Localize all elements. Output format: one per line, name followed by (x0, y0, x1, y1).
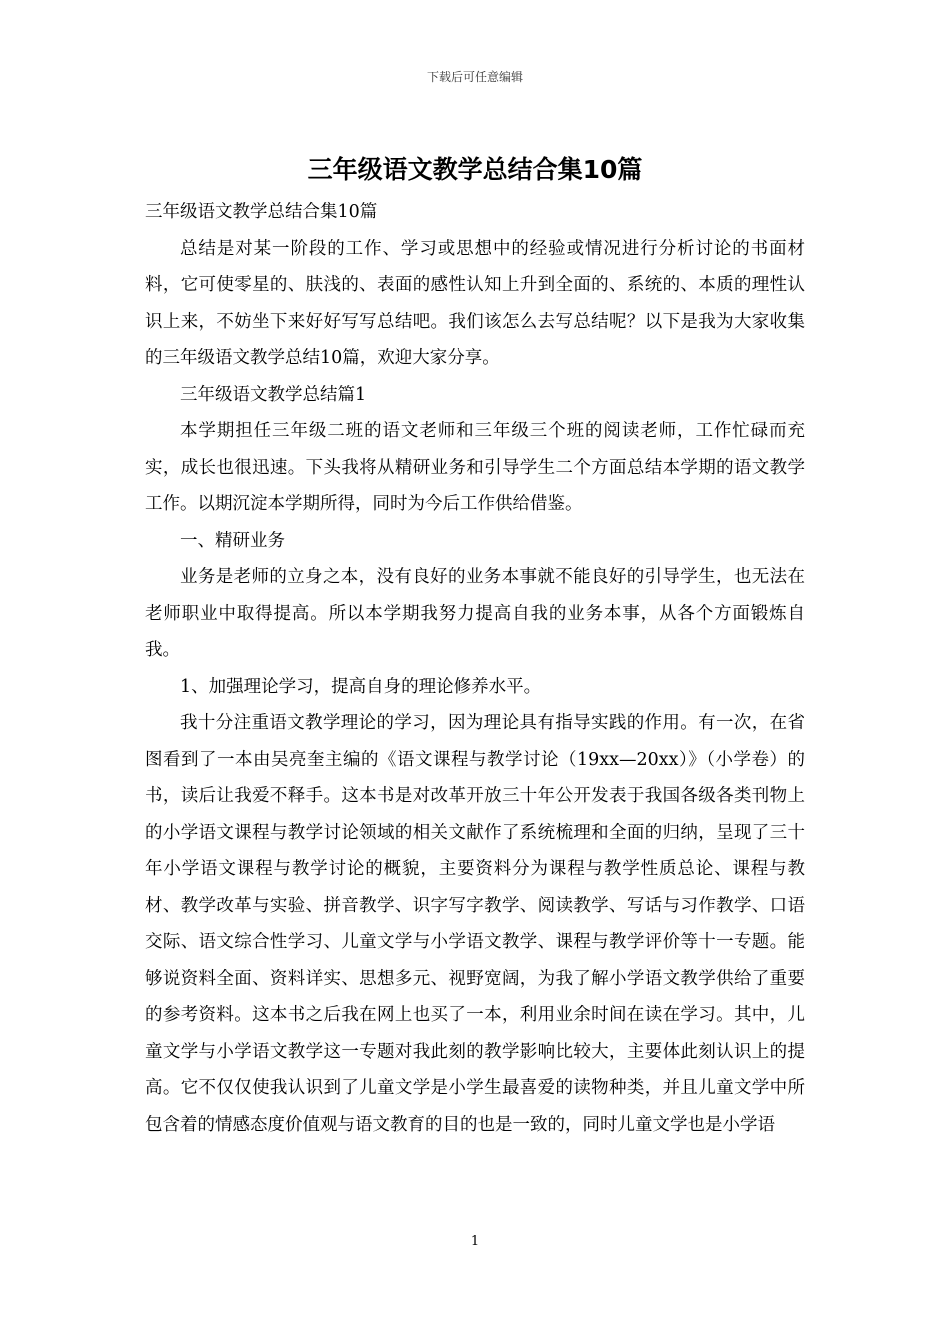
body-paragraph: 本学期担任三年级二班的语文老师和三年级三个班的阅读老师，工作忙碌而充实，成长也很迅速。下头我将从精研业务和引导学生二个方面总结本学期的语文教学工作。以期沉淀本学期所得，同时为今后工作供给借鉴。 (145, 421, 805, 514)
body-paragraph: 业务是老师的立身之本，没有良好的业务本事就不能良好的引导学生，也无法在老师职业中取得提高。所以本学期我努力提高自我的业务本事，从各个方面锻炼自我。 (145, 567, 805, 660)
subsection-heading: 1、加强理论学习，提高自身的理论修养水平。 (180, 676, 542, 697)
section-heading: 一、精研业务 (180, 530, 285, 551)
document-title: 三年级语文教学总结合集10篇 (307, 155, 643, 184)
page-header-note: 下载后可任意编辑 (426, 70, 523, 84)
body-paragraph: 三年级语文教学总结合集10篇 (145, 202, 378, 222)
document-body (145, 194, 805, 1143)
section-heading: 三年级语文教学总结篇1 (180, 384, 367, 405)
page-number: 1 (470, 1234, 480, 1249)
body-paragraph: 总结是对某一阶段的工作、学习或思想中的经验或情况进行分析讨论的书面材料，它可使零星的、肤浅的、表面的感性认知上升到全面的、系统的、本质的理性认识上来，不妨坐下来好好写写总结吧。我们该怎么去写总结呢？以下是我为大家收集的三年级语文教学总结10篇，欢迎大家分享。 (145, 238, 805, 368)
body-paragraph: 我十分注重语文教学理论的学习，因为理论具有指导实践的作用。有一次，在省图看到了一本由吴亮奎主编的《语文课程与教学讨论（19xx—20xx）》（小学卷）的书，读后让我爱不释手。这本书是对改革开放三十年公开发表于我国各级各类刊物上的小学语文课程与教学讨论领域的相关文献作了系统梳理和全面的归纳，呈现了三十年小学语文课程与教学讨论的概貌，主要资料分为课程与教学性质总论、课程与教材、教学改革与实验、拼音教学、识字写字教学、阅读教学、写话与习作教学、口语交际、语文综合性学习、儿童文学与小学语文教学、课程与教学评价等十一专题。能够说资料全面、资料详实、思想多元、视野宽阔，为我了解小学语文教学供给了重要的参考资料。这本书之后我在网上也买了一本，利用业余时间在读在学习。其中，儿童文学与小学语文教学这一专题对我此刻的教学影响比较大，主要体此刻认识上的提高。它不仅仅使我认识到了儿童文学是小学生最喜爱的读物种类，并且儿童文学中所包含着的情感态度价值观与语文教育的目的也是一致的，同时儿童文学也是小学语 (145, 713, 805, 1135)
